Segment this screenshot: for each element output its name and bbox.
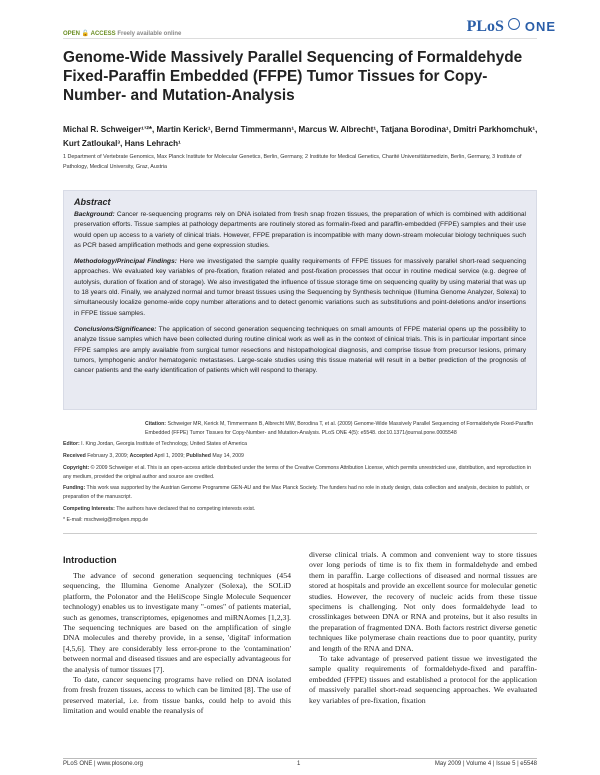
- logo-plos-text: PLoS: [466, 18, 504, 35]
- logo-circle-icon: [508, 18, 520, 30]
- competing-interests: [63, 505, 537, 514]
- abstract-box: [63, 190, 537, 410]
- open-label: OPEN: [63, 31, 81, 37]
- received-label: Received: [63, 453, 86, 460]
- background-label: Background:: [74, 211, 115, 218]
- introduction-heading: Introduction: [63, 555, 117, 565]
- copyright-text: © 2009 Schweiger et al. This is an open-access article distributed under the terms of the Creative Commons Attribution License, which permits unrestricted use, distribution, and reproduction in any medium, provided the original author and source are credited.: [63, 464, 531, 480]
- published-date: May 14, 2009: [210, 453, 244, 460]
- intro-paragraph-2: To date, cancer sequencing programs have relied on DNA isolated from fresh frozen tissues, access to which can be limited [8]. The use of preserved material, i.e. from tissue banks, could help to avoid this limitation and would enable the reanalysis of: [63, 675, 291, 716]
- freely-available-label: Freely available online: [117, 31, 182, 37]
- citation-label: Citation:: [145, 421, 167, 427]
- abstract-methods: [74, 257, 526, 319]
- funding-text: This work was supported by the Austrian Genome Programme GEN-AU and the Max Planck Society. The funders had no role in study design, data collection and analysis, decision to publish, or preparation of the manuscript.: [63, 485, 530, 500]
- editor: [63, 440, 537, 449]
- corresponding-email[interactable]: * E-mail: mschweig@molgen.mpg.de: [63, 517, 149, 524]
- received-date: February 3, 2009;: [85, 453, 130, 460]
- intro-paragraph-3: diverse clinical trials. A common and convenient way to store tissues over long periods of time is to fix them in formaldehyde and embed them in paraffin. Large collections of diseased and normal tissues are stored at hospitals and provide an excellent source for molecular genetic studies. However, the recovery of nucleic acids from these tissue specimens is challenging. Not only does formaldehyde lead to crosslinkages between DNA or RNA and proteins, but it also results in the preparation of fragmented DNA. Both factors restrict diverse genetic techniques like polymerase chain reactions due to poor quantity, purity and length of the RNA and DNA.: [309, 550, 537, 653]
- conclusions-label: Conclusions/Significance:: [74, 325, 157, 333]
- conclusions-text: The application of second generation sequencing techniques on small amounts of FFPE material opens up the possibility to analyze tissue samples which have been collected during routine clinical work as well as in the context of clinical trials. This is in particular important since FFPE samples are amply available from surgical tumor resections and histopathological diagnosis, and comprise tissue from precursor lesions, primary tumors, lymphogenic and/or hematogenic metastases. Large-scale studies using this tissue material will result in a better prediction of the prognosis of cancer patients and the early identification of patients which will respond to therapy.: [74, 325, 526, 375]
- affiliations: 1 Department of Vertebrate Genomics, Max Planck Institute for Molecular Genetics, Berlin, Germany, 2 Institute for Medical Genetics, Charité Universitätsmedizin, Berlin, Germany, 3 Institute of Pathology, Medical University, Graz, Austria: [63, 154, 522, 170]
- article-metadata: [63, 420, 537, 528]
- intro-paragraph-4: To take advantage of preserved patient tissue we investigated the sample quality requirements of formaldehyde-fixed and paraffin-embedded (FFPE) tissues and established a protocol for the application of massively parallel short-read sequencing approaches. We evaluated key variables of pre-fixation, fixation: [309, 654, 537, 705]
- plos-one-logo: [466, 18, 556, 44]
- editor-label: Editor:: [63, 441, 80, 448]
- intro-paragraph-1: The advance of second generation sequencing techniques (454 sequencing, the Illumina Genome Analyzer (Solexa), the SOLiD platform, the Polonator and the HeliScope Single Molecule Sequencer technology) enables us to investigate many "-omes" of patients material, such as genomes, transcriptomes, epigenomes and miRNAomes [1,2,3]. The sequencing techniques are based on the amplification of single DNA molecules and thereby provide, in a sense, 'digital' information [4,5,6]. They are considerably less error-prone to the 'contamination' between normal and diseased tissues and are especially advantageous for the analysis of tumor tissues [7].: [63, 571, 291, 674]
- footer-journal[interactable]: PLoS ONE | www.plosone.org: [63, 761, 143, 767]
- citation: [145, 420, 537, 437]
- methods-label: Methodology/Principal Findings:: [74, 258, 177, 266]
- dates: [63, 452, 537, 461]
- editor-text: I. King Jordan, Georgia Institute of Technology, United States of America: [79, 441, 248, 448]
- citation-text: Schweiger MR, Kerick M, Timmermann B, Albrecht MW, Borodina T, et al. (2009) Genome-Wide Massively Parallel Sequencing of Formaldehyde Fixed-Paraffin Embedded (FFPE) Tumor Tissues for Copy-Number- and Mutation-Analysis. PLoS ONE 4(5): e5548. doi:10.1371/journal.pone.0005548: [145, 421, 534, 436]
- access-label: ACCESS: [90, 31, 116, 37]
- competing-label: Competing Interests:: [63, 505, 115, 512]
- competing-text: The authors have declared that no competing interests exist.: [114, 505, 256, 512]
- metadata-divider: [63, 533, 537, 534]
- unlock-icon: 🔓: [81, 31, 90, 37]
- author-list: Michal R. Schweiger¹ʼ²*, Martin Kerick¹, Bernd Timmermann¹, Marcus W. Albrecht¹, Tatjana Borodina¹, Dmitri Parkhomchuk¹, Kurt Zatloukal³, Hans Lehrach¹: [63, 125, 538, 148]
- funding: [63, 484, 537, 501]
- body-column-left: [63, 555, 291, 717]
- abstract-conclusions: [74, 325, 526, 376]
- copyright: [63, 464, 537, 481]
- footer-issue: May 2009 | Volume 4 | Issue 5 | e5548: [434, 761, 537, 767]
- open-access-banner: [63, 30, 181, 37]
- background-text: Cancer re-sequencing programs rely on DNA isolated from fresh snap frozen tissues, the preparation of which is combined with additional preservation efforts. Tissue samples at pathology departments are routinely stored as formalin-fixed and paraffin-embedded (FFPE) samples and their use would open up access to a variety of clinical trials. However, FFPE preparation is incompatible with many down-stream molecular biology techniques such as PCR based amplification methods and gene expression studies.: [74, 211, 526, 249]
- header-divider: [63, 38, 537, 39]
- abstract-heading: Abstract: [74, 197, 111, 207]
- footer-page-number: 1: [297, 761, 301, 767]
- funding-label: Funding:: [63, 485, 86, 492]
- accepted-label: Accepted: [129, 453, 153, 460]
- logo-one-text: ONE: [524, 19, 556, 34]
- abstract-background: [74, 210, 526, 251]
- accepted-date: April 1, 2009;: [153, 453, 187, 460]
- copyright-label: Copyright:: [63, 464, 90, 471]
- body-column-right: [309, 550, 537, 706]
- methods-text: Here we investigated the sample quality requirements of FFPE tissues for massively parallel short-read sequencing approaches. We evaluated key variables of pre-fixation, fixation related and post-fixation processes that occur in routine medical service (e.g. degree of autolysis, duration of fixation and of storage). We also investigated the influence of tissue storage time on sequencing quality by using material that was up to 18 years old. Finally, we analyzed normal and tumor breast tissues using the Sequencing by Synthesis technique (Illumina Genome Analyzer, Solexa) to simultaneously localize genome-wide copy number alterations and to detect genomic variations such as substitutions and point-deletions and/or insertions in FFPE tissue samples.: [74, 258, 527, 317]
- article-title: Genome-Wide Massively Parallel Sequencing of Formaldehyde Fixed-Paraffin Embedded (FFPE) Tumor Tissues for Copy-Number- and Mutation-Analysis: [63, 49, 523, 104]
- footer-divider: [63, 758, 537, 759]
- published-label: Published: [186, 453, 211, 460]
